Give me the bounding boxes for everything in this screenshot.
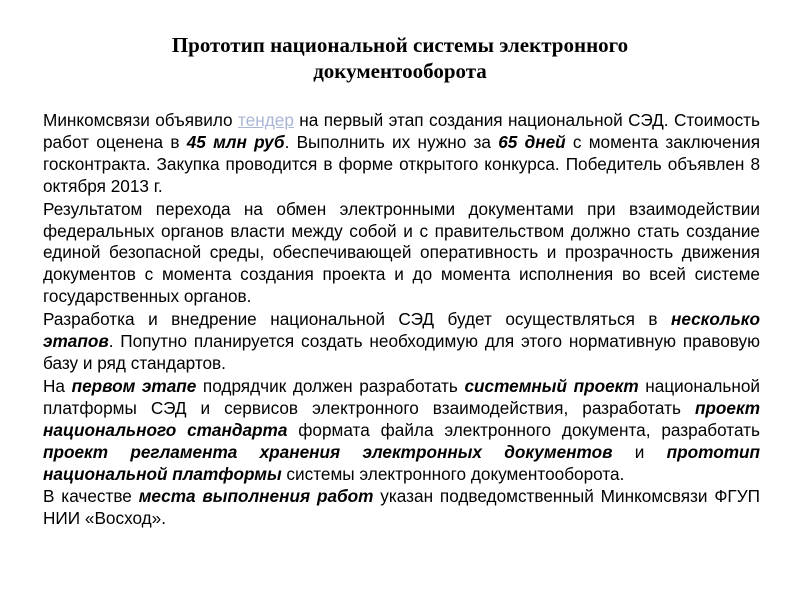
text-run: . Попутно планируется создать необходимую для этого нормативную правовую базу и ряд стандартов. bbox=[43, 331, 760, 373]
platform-prototype-emphasis: прототип национальной платформы bbox=[43, 441, 760, 484]
text-run: Минкомсвязи объявило bbox=[43, 110, 238, 130]
text-run: и bbox=[612, 441, 667, 462]
page-title: Прототип национальной системы электронного документооборота bbox=[171, 33, 629, 83]
text-run: с момента заключения госконтракта. Закупка проводится в форме открытого конкурса. Победитель объявлен 8 октября 2013 г. bbox=[43, 131, 761, 196]
paragraph-location bbox=[43, 486, 760, 530]
text-run: Разработка и внедрение национальной СЭД будет осуществляться в bbox=[43, 309, 671, 330]
location-emphasis: места выполнения работ bbox=[138, 486, 374, 507]
duration-value: 65 дней bbox=[498, 131, 566, 152]
text-run: Результатом перехода на обмен электронными документами при взаимодействии федеральных органов власти между собой и с правительством должно стать создание единой безопасной среды, обеспечивающей оперативность и прозрачность движения документов с момента создания проекта и до момента исполнения во всей системе государственных органов. bbox=[43, 198, 760, 307]
standard-project-emphasis: проект национального стандарта bbox=[43, 397, 760, 440]
first-stage-emphasis: первом этапе bbox=[71, 375, 197, 396]
text-run: . Выполнить их нужно за bbox=[284, 131, 499, 152]
storage-regulation-emphasis: проект регламента хранения электронных документов bbox=[43, 441, 613, 462]
text-run: На bbox=[43, 375, 72, 396]
text-run: подрядчик должен разработать bbox=[196, 375, 465, 396]
text-run: на первый этап создания национальной СЭД. Стоимость работ оценена в bbox=[43, 110, 760, 152]
text-run: указан подведомственный Минкомсвязи ФГУП НИИ «Восход». bbox=[43, 486, 760, 529]
paragraph-tender bbox=[43, 110, 760, 198]
text-run: системы электронного документооборота. bbox=[281, 463, 625, 484]
paragraph-result bbox=[43, 199, 760, 309]
tender-link[interactable]: тендер bbox=[238, 110, 294, 130]
system-project-emphasis: системный проект bbox=[464, 375, 639, 396]
stages-emphasis: несколько этапов bbox=[43, 309, 760, 352]
paragraph-stages bbox=[43, 309, 760, 375]
paragraph-first-stage bbox=[43, 376, 760, 486]
text-run: национальной платформы СЭД и сервисов электронного взаимодействия, разработать bbox=[43, 375, 761, 418]
cost-value: 45 млн руб bbox=[186, 131, 285, 152]
slide-body bbox=[43, 110, 760, 531]
text-run: формата файла электронного документа, разработать bbox=[287, 419, 760, 440]
text-run: В качестве bbox=[43, 486, 139, 507]
